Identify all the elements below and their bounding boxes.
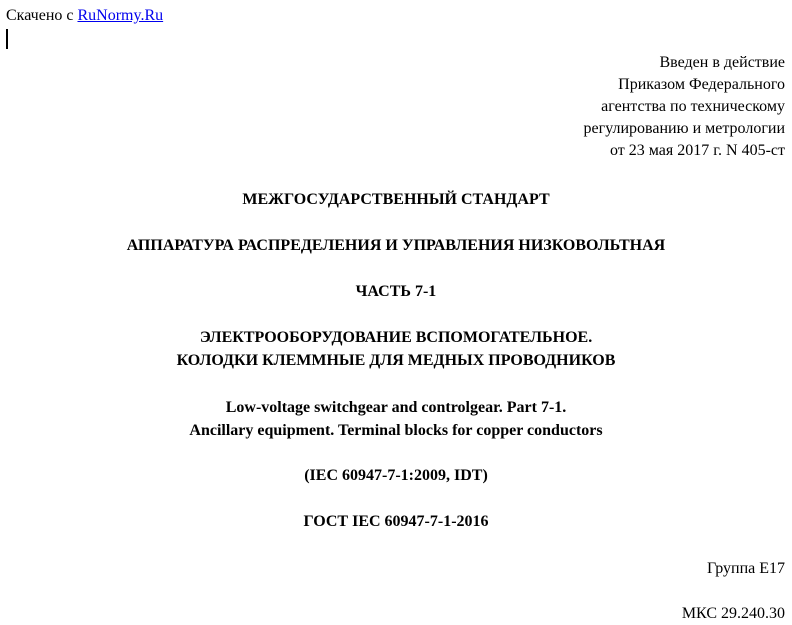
title-en-line-2: Ancillary equipment. Terminal blocks for copper conductors bbox=[189, 422, 603, 439]
intro-line-2: Приказом Федерального bbox=[618, 76, 785, 93]
download-prefix: Скачено с bbox=[6, 7, 78, 24]
intro-line-4: регулированию и метрологии bbox=[583, 120, 785, 137]
title-en-line-1: Low-voltage switchgear and controlgear. Part 7-1. bbox=[225, 399, 567, 416]
standard-designation: ГОСТ IEC 60947-7-1-2016 bbox=[303, 513, 489, 530]
standard-type-heading: МЕЖГОСУДАРСТВЕННЫЙ СТАНДАРТ bbox=[242, 191, 550, 208]
text-cursor bbox=[6, 29, 8, 49]
download-source-line bbox=[6, 6, 163, 26]
runormy-link[interactable]: RuNormy.Ru bbox=[77, 7, 164, 24]
intro-line-3: агентства по техническому bbox=[601, 98, 785, 115]
intro-line-1: Введен в действие bbox=[659, 54, 785, 71]
introduction-notice bbox=[365, 52, 785, 162]
mks-code: МКС 29.240.30 bbox=[681, 605, 785, 622]
intro-line-5: от 23 мая 2017 г. N 405-ст bbox=[610, 142, 785, 159]
group-code: Группа Е17 bbox=[706, 560, 785, 577]
subtitle-ru-line-1: ЭЛЕКТРООБОРУДОВАНИЕ ВСПОМОГАТЕЛЬНОЕ. bbox=[199, 329, 593, 346]
subtitle-ru-line-2: КОЛОДКИ КЛЕММНЫЕ ДЛЯ МЕДНЫХ ПРОВОДНИКОВ bbox=[176, 352, 616, 369]
iec-reference: (IEC 60947-7-1:2009, IDT) bbox=[304, 467, 488, 484]
standard-part-heading: ЧАСТЬ 7-1 bbox=[355, 283, 437, 300]
standard-title-ru: АППАРАТУРА РАСПРЕДЕЛЕНИЯ И УПРАВЛЕНИЯ НИЗКОВОЛЬТНАЯ bbox=[126, 237, 666, 254]
